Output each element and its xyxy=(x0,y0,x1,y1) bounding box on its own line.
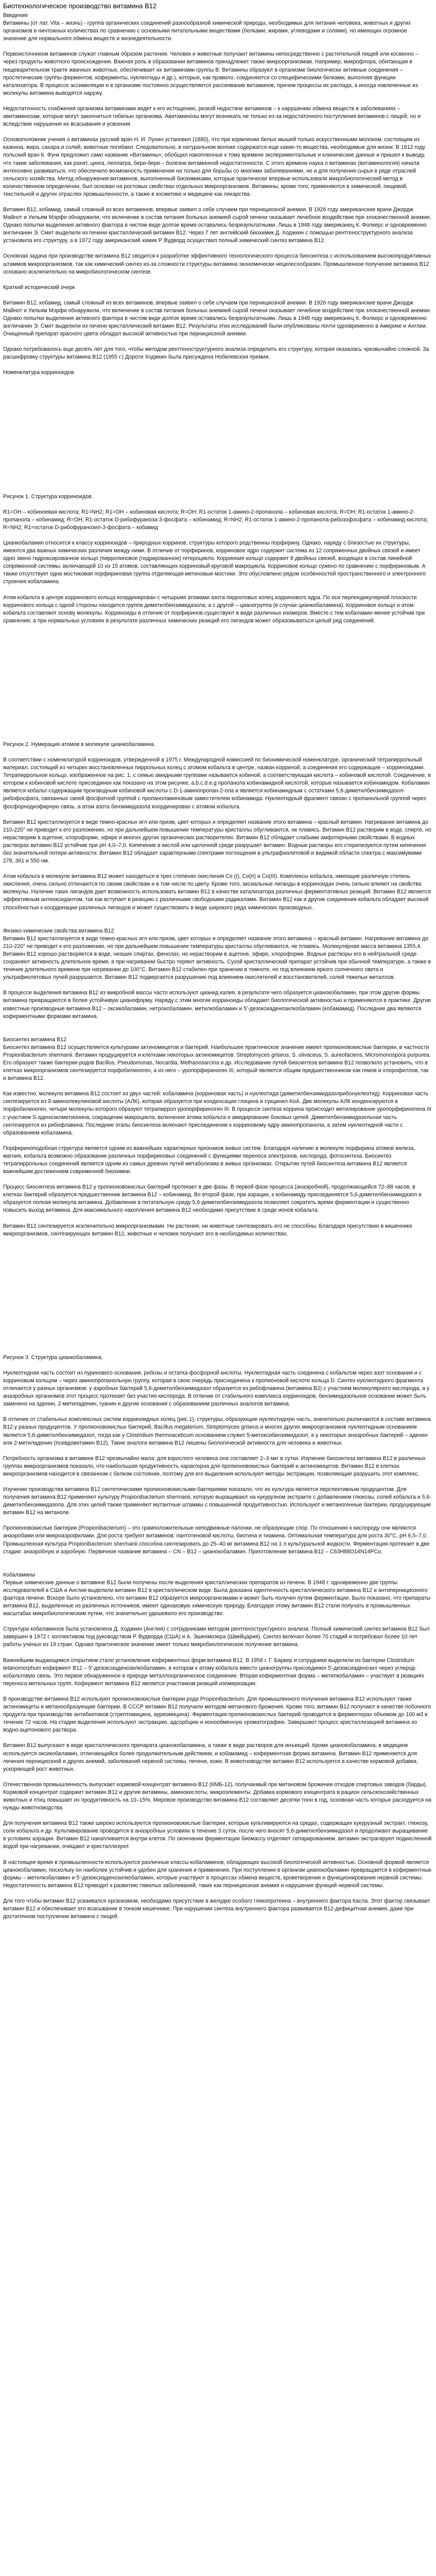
paragraph: Порфириноподобная структура является одним из важнейших характерных признаков живых систем. Благодаря наличию в молекуле порфирина атомов железа, магния, кобальта возможно образование различных порфириновых соединений с функциями переноса электронов, кислорода, фотосинтеза. Биосинтез тетрапиррольных соединений является одним из самых древних путей метаболизма в живых организмах. Открытие путей биосинтеза витамина B12 является важнейшим достижением современной биохимии. xyxy=(3,1145,415,1175)
figure-3-text xyxy=(3,1369,432,1564)
paragraph: Важнейшим выдающимся открытием стало установление коферментных форм витамина B12. В 1958 г. Г. Баркер и сотрудники выделили из бактерии Clostridium tetanomorphum кофермент B12 – 5'-дезоксиаденозилкобаламин, в котором к атому кобальта вместо цианогруппы присоединен 5'-дезоксиаденозил через углерод-кобальтовую связь. Это первое обнаруженное в природе металлоорганическое соединение. Вторая коферментная форма – метилкобаламин – участвует в реакциях переноса метильных групп. Кофермент витамина B12 является участником реакций изомеризации. xyxy=(3,1657,425,1687)
paragraph: Однако потребовалось еще десять лет для того, чтобы методом рентгеноструктурного анализа определить его структуру, которая оказалась чрезвычайно сложной. За расшифровку структуры витамина B12 (1955 г.) Дороти Ходжкин была присуждена Нобелевская премия. xyxy=(3,346,429,361)
physchem-section xyxy=(3,935,432,1028)
cobalamins-section xyxy=(3,1579,432,1928)
biosynthesis-heading: Биосинтез витамина B12 xyxy=(3,1036,66,1043)
paragraph: Краткий исторический очерк xyxy=(3,284,75,291)
paragraph: В процессе выделения витамина B12 из микробной массы часто используют цианид калия, в результате чего образуется цианокобаламин, при этом другие формы витамина превращаются в более устойчивую цианоформу. Наряду с этим многие корриноиды обладают биологической активностью и применяются в практике. Другие известные производные витамина B12 – оксикобаламин, нитрокобаламин, метилкобаламин и 5'-дезоксиаденозилкобаламин (кобамамид). Последние два являются коферментными формами витамина. xyxy=(3,990,431,1020)
figure-1-text xyxy=(3,509,432,633)
paragraph: Для того чтобы витамин B12 усваивался организмом, необходимо присутствие в желудке особого гликопротеина – внутреннего фактора Касла. Этот фактор связывает витамин B12 и обеспечивает его всасывание в тонком кишечнике. При нарушении синтеза внутреннего фактора развивается B12-дефицитная анемия, даже при достаточном поступлении витамина с пищей. xyxy=(3,1897,430,1920)
paragraph: Витамин B12 синтезируется исключительно микроорганизмами. Ни растения, ни животные синтезировать его не способны. Благодаря присутствию в кишечнике микроорганизмов, синтезирующих витамин B12, животные и человек получают его в необходимых количествах. xyxy=(3,1223,412,1237)
paragraph: Витамин B12 выпускают в виде кристаллического препарата цианокобаламина, а также в виде растворов для инъекций. Кроме цианокобаламина, в медицине используется оксикобаламин, отличающийся более продолжительным действием, и кобамамид – коферментная форма витамина. Витамин B12 применяется для лечения пернициозной и других анемий, заболеваний нервной системы, печени, кожи. В животноводстве витамин B12 используется в качестве кормовой добавки, ускоряющей рост животных. xyxy=(3,1742,418,1772)
paragraph: Витамин B12 кристаллизуется в виде темно-красных игл или призм, цвет которых и определяет название этого витамина – красный витамин. Нагревание витамина до 210-220° не приводит к его разложению, но при дальнейшем повышении температуры кристаллы обугливаются, не плавясь. Витамин B12 растворим в воде, спирте, но нерастворим в ацетоне, хлороформе, эфире и многих других органических растворителях. Витамин B12 обладает слабыми амфотерными свойствами. В водных растворах витамин B12 устойчив при pH 4,0–7,0. Кипячение в кислой или щелочной среде разрушает витамин. Водные растворы его стерилизуются путем кипячения без значительной потери активности. Витамин B12 обладает характерными спектрами поглощения в ультрафиолетовой и видимой области спектра с максимумами 278, 361 и 550 нм. xyxy=(3,819,431,865)
paragraph: Пропионовокислые бактерии (Propionibacterium) – это грамположительные неподвижные палочки, не образующие спор. По отношению к кислороду они являются анаэробами или микроаэрофилами. Для роста требуют витаминов: пантотеновой кислоты, биотина и тиамина. Оптимальная температура для роста 30°С, рН 6,5–7,0. Промышленная культура Propionibacterium shermanii способна синтезировать до 25–40 мг витамина B12 на 1 л культуральной жидкости. Ферментация протекает в две стадии: анаэробную и аэробную. Первичное название витамина – CN – B12 – цианокобаламин. Приготовление витамина B12 – C63H88O14N14PCo. xyxy=(3,1525,430,1555)
physchem-heading: Физико-химические свойства витамина B12 xyxy=(3,927,114,934)
paragraph: Процесс биосинтеза витамина B12 у пропионовокислых бактерий протекает в две фазы. В первой фазе процесса (анаэробной), продолжающейся 72–88 часов, в клетках бактерий образуется предшественник витамина B12 – кобинамид. Во второй фазе, при аэрации, к кобинамиду присоединяется 5,6-диметилбензимидазол и образуется полная молекула витамина. Добавление в питательную среду 5,6-диметилбензимидазола позволяет сократить время ферментации и существенно повысить выход витамина. Для максимального накопления витамина B12 необходимо присутствие в среде ионов кобальта. xyxy=(3,1184,422,1214)
figure-1-caption: Рисунок 1. Структура корриноидов. xyxy=(3,493,93,500)
paragraph: Витамины (от лат. Vita – жизнь) - группа органических соединений разнообразной химической природы, необходимых для питания человека, животных и других организмов в ничтожных количествах по сравнению с основными питательными веществами (белками, жирами, углеводами и солями), но имеющих огромное значение для нормального обмена веществ и жизнедеятельности. xyxy=(3,20,411,42)
paragraph: R1=OH – кобиноевая кислота; R1=NH2; R1=OH – кобиновая кислота; R=OH; R1-остаток 1-амино-2-пропанола – кобиновая кислота; R=OH; R1-остаток 1-амино-2-пропанола – кобинамид; R=OH; R1-остаток D-рибофураноза-3-фосфата – кобинамид; R=NH2; R1-остаток 1-амино-2-пропанола-рибозофосфата – кобинамид кислота; R=NH2; R1=остаток D-рибофуранозил-3-фосфата – кобамид xyxy=(3,509,428,531)
paragraph: Первоисточником витаминов служат главным образом растения. Человек и животные получают витамины непосредственно с растительной пищей или косвенно – через продукты животного происхождения. Важная роль в образовании витаминов принадлежит также микроорганизмам. Например, микрофлора, обитающая в пищеварительном тракте жвачных животных, обеспечивает их витаминами группы B. Витамины образуют в организме биологически активные соединения – простетические группы ферментов, коферменты, нуклеотиды и др.), которые, как правило, соединяются со специфическими белками, выполняя функции катализатора. В процессе ассимиляции и в организме постоянно осуществляется рассеивание витаминов, причем процессы их распада, а иногда извлеченные из молекулы витамина выводятся наружу. xyxy=(3,51,418,96)
paragraph: В отличие от стабильных комплексных систем корриноидных колец (рис.1), структуры, образующие нуклеотидную часть, значительно различаются в составе витамина B12 у разных продуцентов. У пропионовокислых бактерий, Bacillus megaterium, Streptomyces griseus и многих других микроорганизмов нуклеотидным основанием является 5,6-диметилбензимидазол, тогда как у Clostridium thermoaceticum основанием служит 5-метоксибензимидазол, а у некоторых анаэробных бактерий – аденин или 2-метиладенин (псевдовитамин B12). Такие аналоги витамина B12 лишены биологической активности для человека и животных. xyxy=(3,1416,431,1446)
paragraph: Номенклатура корриноидов xyxy=(3,369,74,376)
paragraph: В производстве витамина B12 используют пропионовокислые бактерии рода Propionibacterium. Для промышленного получения витамина B12 используют также актиномицеты и метанообразующие бактерии. В СССР витамин B12 получали методом метанового брожения. Кроме того, витамин B12 получают в качестве побочного продукта при производстве антибиотиков (стрептомицина, ауреомицина). Ферментация пропионовокислых бактерий проводится в ферментерах объемом до 100 м3 в течение 72 часов. На стадии выделения используют экстракцию, адсорбцию и ионообменную хроматографию. Завершают процесс кристаллизацией витамина из водно-ацетонового раствора. xyxy=(3,1696,431,1734)
intro-section xyxy=(3,20,432,384)
paragraph: Витамин B12, кобамид, самый сложный из всех витаминов, впервые заявил о себе случаем при пернициозной анемии. В 1926 году американские врачи Джордж Майнот и Уильям Мэрфи обнаружили, что включение в состав питания больных анемией сырой печени оказывает лечебное воздействие при злокачественной анемии. Однако попытки выделения активного фактора в чистом виде долгое время оставались безрезультатными. Лишь в 1948 году американец К. Фолкерс и одновременно англичанин Э. Смит выделили из печени кристаллический витамин B12. Через 7 лет английский биохимик Д. Ходжкин с помощью рентгеноструктурного анализа установила его структуру, а в 1972 году американский химик Р. Вудворд осуществил полный химический синтез витамина B12. xyxy=(3,206,431,244)
paragraph: Атом кобальта в молекуле витамина В12 может находиться в трех степенях окисления Co (I), Co(II) и Co(III). Комплексы кобальта, имеющие различную степень окисления, очень сильно отличаются по своим свойствам и в том числе по цвету. Кроме того, аксиальные лиганды в корриноидах очень сильно влияют на свойства молекулы. Наличие таких лигандов дает возможность использовать витамин B12 в качестве катализатора различных ферментативных реакций. Витамин B12 является эффективным антиоксидантом, так как вступает в реакцию с различными свободными радикалами. Витамин B12 как и другие соединения кобальта обладает высокой способностью к координации различных лигандов и может существовать в виде широкого ряда химических производных. xyxy=(3,873,431,911)
paragraph: Первые химические данные о витамине B12 были получены после выделения кристаллических препаратов из печени. В 1948 г. одновременно две группы исследователей в США и Англии выделили витамин B12 в кристаллическом виде. Была доказана идентичность кристаллического витамина B12 и антипернициозного фактора печени. Вскоре было установлено, что витамин B12 образуется микроорганизмами и может быть получен путем ферментации. Было показано, что препараты витамина B12, выделенные из различных источников, имеют одинаковую химическую природу. Благодаря этому витамин B12 стали получать в промышленных масштабах микробиологическим путем, что значительно удешевило его производство. xyxy=(3,1579,431,1617)
paragraph: Изучение производства витамина B12 синтетическими пропионовокислыми бактериями показало, что их культура является перспективным продуцентом. Для получения витамина B12 применяют культуру Propionibacterium shermanii, которую выращивают на кукурузном экстракте с добавлением глюкозы, солей кобальта и 5,6-диметилбензимидазола. Для этих целей также применяют мутантные штаммы с повышенной продуктивностью. Используют и метаногенные бактерии, продуцирующие витамин B12 на метаноле. xyxy=(3,1486,431,1516)
biosynthesis-section xyxy=(3,1044,432,1246)
paragraph: Как известно, молекула витамина B12 состоит из двух частей: кобаламина (корриновая часть) и нуклеотида (диметилбензимидазолрибонуклеотид). Корриновая часть синтезируется из δ-аминолевулиновой кислоты (АЛК), которая образуется при конденсации глицина и сукцинил-КоА. Две молекулы АЛК конденсируются в порфобилиноген, четыре молекулы которого образуют тетрапиррол уропорфириноген III. В процессе синтеза коррина происходит метилирование уропорфириногена III с участием S-аденозилметионина, сокращение макроцикла, включение атома кобальта и амидирование боковых цепей. Диметилбензимидазольная часть синтезируется из рибофлавина. Последние этапы биосинтеза включают присоединение к корриновому ядру аминопропанола, а затем нуклеотидной части с образованием кобаламина. xyxy=(3,1091,431,1136)
paragraph: Потребность организма в витамине B12 чрезвычайно мала: для взрослого человека она составляет 2–3 мкг в сутки. Изучение биосинтеза витамина B12 в различных группах микроорганизмов показало, что наибольшая продуктивность характерна для пропионовокислых бактерий и актиномицетов. Витамин B12 в клетках микроорганизмов находится в связанном с белком состоянии, поэтому для его выделения используют методы экстракции, позволяющие разрушить этот комплекс. xyxy=(3,1455,426,1477)
figure-2-text xyxy=(3,756,432,920)
paragraph: Цианкобаламин относится к классу корриноидов – природных корринов, структуры которого родственны порфирину. Однако, наряду с близостью их структуры, имеются два важных химических различия между ними. В отличие от порфиринов, корриновое ядро содержит система из 12 сопряженных двойных связей и имеет одно звено гидроксированное кольцо (пирролиновое (гидрированное) гетероцикло. Корриноия кольцо содержит 8 двойных связей, входящих в состав линейной сопряженной системы, включающей 10 из 15 атомов, составляющих корриновый круговой макроцикла. Корриновое кольцо сужено по сравнению с порфириновым. А также отсутствует одна мостиковая порфириновая группа отделяющая метиновые мостики. Это обусловлено рядом особенностей пространственного и электронного строения кобаламина. xyxy=(3,539,426,585)
paragraph: Нуклеотидная часть состоит из пуринового основания, рибозы и остатка фосфорной кислоты. Нуклеотидная часть соединена с кобальтом через азот основания и с корриновым кольцом – через аминопропанольную группу, которая в свою очередь присоединена к пропионовой кислоте кольца D. Синтез нуклеотидного фрагмента отличается у разных организмов: у аэробных бактерий 5,6-диметилбензимидазол образуется из рибофлавина (витамина B2) с участием молекулярного кислорода, а у анаэробных организмов этот процесс протекает без участия кислорода. В отличие от стабильного комплекса корриноидов, бензимидазольное основание может быть заменено на аденин, 2-метиладенин, гуанин и другие основания с образованием различных аналогов витамина. xyxy=(3,1369,429,1408)
paragraph: Витамин B12 кристаллизуется в виде темно-красных игл или призм, цвет которых и определяет название этого витамина – красный витамин. Нагревание витамина до 210-220° не приводит к его разложению, но при дальнейшем повышении температуры кристаллы обугливаются, не плавясь. Молекулярная масса витамина 1355,4. Витамин B12 хорошо растворяется в воде, низших спиртах, фенолах, но нерастворим в ацетоне, эфире, хлороформе. Водные растворы его в нейтральной среде сохраняют активность длительное время, а при нагревании быстро теряют активность. Сухой кристаллический препарат устойчив при обычной температуре, а также в течение длительного времени при нагревании до 100°С. Витамин B12 стабилен при хранении в темноте, но под влиянием яркого солнечного света и ультрафиолетовых лучей разрушается. Витамин B12 подвергается разрушению под влиянием окислителей и восстановителей, солей тяжелых металлов. xyxy=(3,935,431,981)
paragraph: Биосинтез витамина B12 осуществляется культурами актиномицетов и бактерий. Наибольшее практическое значение имеют пропионовокислые бактерии, в частности Propionibacterium shermanii. Витамин продуцируется и клетками некоторых актиномицетов: Streptomyces griseus, S. olivaceus, S. aureofaciens, Micromonospora purpurea. Его образуют также бактерии родов Bacillus, Pseudomonas, Nocardia, Methanosarcina и др. Исследование путей биосинтеза витамина B12 позволило установить, что в клетках микроорганизмов синтезируется порфобилиноген, а из него – уропорфириноген III, который является общим предшественником как гемов и хлорофиллов, так и витамина B12. xyxy=(3,1044,431,1082)
paragraph: Основоположник учения о витаминах русский врач Н. И. Лунин установил (1880), что при кормлении белых мышей только искусственными молоком, состоящим из казеина, жира, сахара и солей, животные погибают. Следовательно, в натуральном молоке содержатся еще какие-то вещества, необходимые для жизни. В 1912 году польский врач К. Функ предложил само название «Витамины», обобщил накопленные к тому времени экспериментальные и клинические данные и пришел к выводу, что такие заболевания, как рахит, цинга, пеллагра, бери-бери – болезни витаминной недостаточности. С этого времени наука о витаминах (витаминология) начала интенсивно развиваться, что обеспечило возможность применения на только для борьбы со многими заболеваниями, но и для получения сырья в ряде отраслей сельского хозяйства. Метод обнаружения витаминов, выполненный биохимиками, которые практически впервые использовали микробиологический метод в количественном определении, был основан на ростовых свойствах отдельных микроорганизмов. Витамины, кроме того, применяются в химической, пищевой, текстильной и других отраслях промышленности, а также в косметике и медицине как лекарства. xyxy=(3,137,426,197)
paragraph: Витамин B12, кобамид, самый сложный из всех витаминов, впервые заявил о себе случаем при пернициозной анемии. В 1926 году американские врачи Джордж Майнот и Уильям Мэрфи обнаружили, что включение в состав питания больных анемией сырой печени оказывает лечебное воздействие при злокачественной анемии. Однако попытки выделения активного фактора в чистом виде долгое время оставались безрезультатными. Лишь в 1948 году американец К. Фолкерс и одновременно англичанин Э. Смит выделили из печени кристаллический витамин B12. Результаты этих исследований были опубликованы почти одновременно в Америке и Англии. Очищенный препарат красного цвета обладал высокой активностью при пернициозной анемии. xyxy=(3,299,431,337)
paragraph: Отечественная промышленность выпускает кормовой концентрат витамина B12 (КМБ-12), получаемый при метановом брожении отходов спиртовых заводов (барды). Кормовой концентрат содержит витамин B12 и другие витамины, аминокислоты, микроэлементы. Добавка кормового концентрата в рацион сельскохозяйственных животных и птиц повышает их продуктивность на 10–15%. Мировое производство витамина B12 составляет десятки тонн в год, основная часть которых расходуется на нужды животноводства. xyxy=(3,1781,431,1811)
paragraph: В соответствии с номенклатурой корриноидов, утвержденной в 1975 г. Международной комиссией по биохимической номенклатуре, органический тетрапиррольный материал, состоящий из четырех восстановленных пиррольных колец с атомом кобальта в центре, назван корриной, а соединения его содержащие – корриноидами. Тетрапиррольное кольцо, изображенное на рис. 1, с семью амидными группами называется кобиной, а соответствующая кислота – кобиновой кислотой. Соединение, в котором к кобиновой кислоте присоединен как показано на этом рисунке, а.b.c.d.e.g пропанола кобинамидной кислотой, которые называется кобинамидом. Кобаламин является кобальт-содержащим производным кобиновой кислоты с D-1-аминопропан-2-ола и является кобинамидным с остатками 5,6-диметилбензимидазол-рибофосфата, связанных своей фосфатной группой с пропаноламиновым заместителем кобинамида. Нуклеотидный фрагмент связан с пропанольной группой через фосфорнодиэфирную связь, а атом азота бензимидазола координирован с атомом кобальта. xyxy=(3,756,431,810)
paragraph: В настоящее время в промышленности используются различные классы кобаламинов, обладающих высокой биологической активностью. Основной формой является цианокобаламин, поскольку он наиболее устойчив и удобен для хранения и применения. При поступлении в организм цианокобаламин превращается в коферментные формы – метилкобаламин и 5'-дезоксиаденозилкобаламин, которые участвуют в процессах обмена веществ, кроветворения и функционирования нервной системы. Недостаточность витамина B12 приводит к развитию тяжелых заболеваний, таких как пернициозная анемия и нарушения функций нервной системы. xyxy=(3,1859,432,1889)
paragraph: Структура кобаламинов была установлена Д. Ходжкин (Англия) с сотрудниками методом рентгеноструктурного анализа. Полный химический синтез витамина B12 был завершен в 1972 г. коллективом под руководством Р. Вудворда (США) и А. Эшенмозера (Швейцария). Синтез включал более 70 стадий и потребовал более 10 лет работы ученых из 19 стран. Однако практическое значение имеет только микробиологическое получение витамина. xyxy=(3,1626,430,1648)
cobalamins-heading: Кобаламины xyxy=(3,1571,36,1578)
document-title: Биотехнологическое производство витамина B12 xyxy=(3,2,157,10)
paragraph: Основная задача при производстве витамина B12 сводится к разработке эффективного технологического процесса биосинтеза с использованием высокопродуктивных штаммов микроорганизмов, так как химический синтез из-за сложности структуры витамина экономически нецелесообразен. Промышленное получение витамина B12 основано исключительно на микробиологическом синтезе. xyxy=(3,253,431,275)
paragraph: Атом кобальта в центре корринового кольца координирован с четырьмя атомами азота пирроловых колец корринового ядра. По оси перпендикулярной плоскости корринового кольца с одной стороны находится группа диметилбензимидазола, а с другой – цианогруппа (в случае цианкобаламина). Корриновое кольцо и атом кобальта составляют основу молекулы. Корриноиды в отличие от порфиринов существуют в виде различных изомеров. Вместе с тем кобаламин менее устойчив при сравнении, а при нормальных условиях в результате различных химических реакций его лигандов может образовываться целый ряд соединений. xyxy=(3,594,425,624)
figure-2-caption: Рисунок 2. Нумерация атомов в молекуле цианкобаламина. xyxy=(3,741,155,748)
paragraph: Для получения витамина B12 также широко используются пропионовокислые бактерии, которые культивируются на средах, содержащих кукурузный экстракт, глюкозу, соли кобальта и др. Культивирование проводится в анаэробных условиях в течение 3 суток, после чего вносят 5,6-диметилбензимидазол и продолжают выращивание в условиях аэрации. Витамин B12 накапливается внутри клеток. По окончании ферментации биомассу отделяют сепарированием, витамин экстрагируют подкисленной водой при нагревании, очищают и кристаллизуют. xyxy=(3,1820,432,1850)
figure-3-caption: Рисунок 3. Структура цианкобаламина. xyxy=(3,1354,103,1361)
intro-heading: Введение xyxy=(3,12,28,19)
paragraph: Недостаточность снабжения организма витаминами ведет к его истощению, резкой недостаче витаминов – к нарушению обмена веществ в заболеваниях – авитаминозам, которые могут закончиться гибелью организма. Авитаминозы могут возникать не только из-за недостаточного поступления витаминов с пищей, но и вследствие нарушения их всасывания и усвоения. xyxy=(3,105,421,128)
